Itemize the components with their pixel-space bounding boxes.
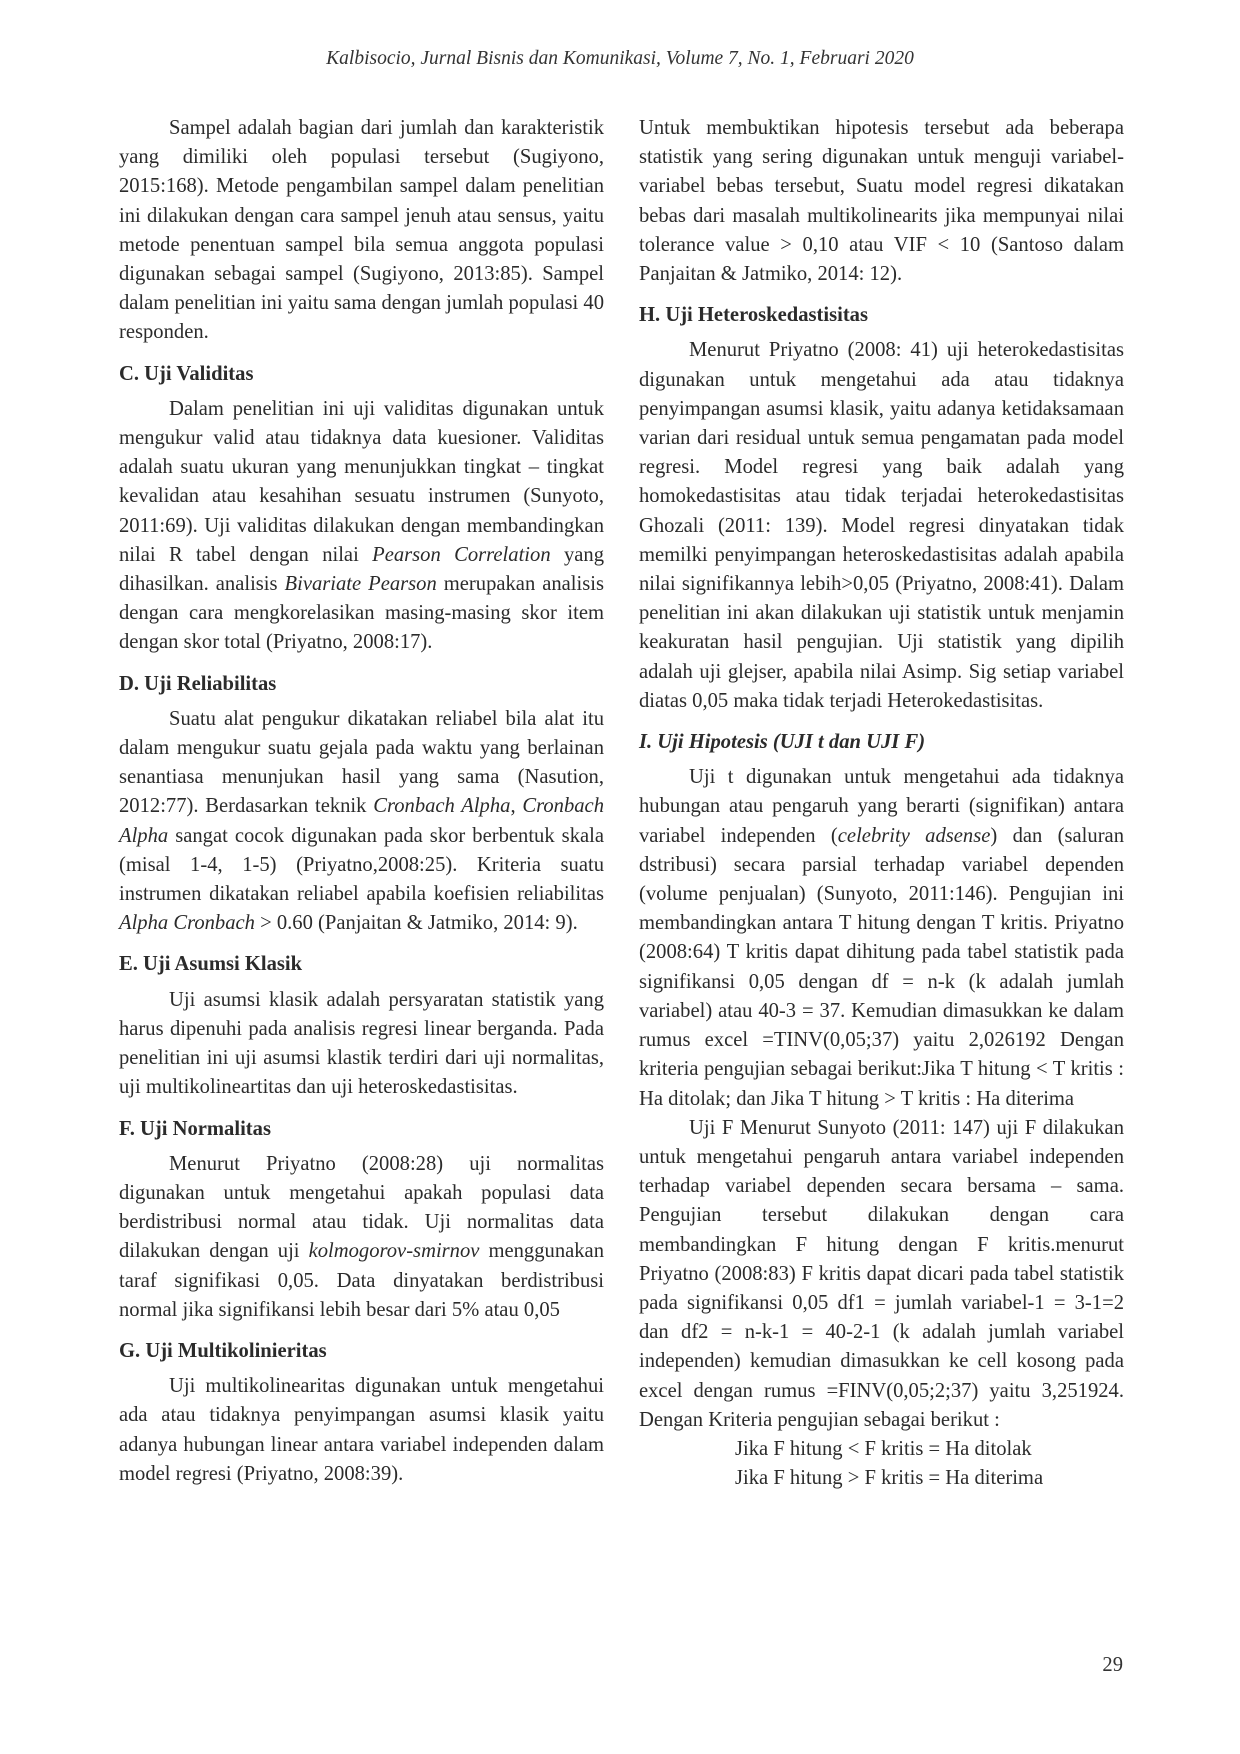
paragraph-multikolinieritas-continued: Untuk membuktikan hipotesis tersebut ada beberapa statistik yang sering digunakan untuk menguji variabel-variabel bebas tersebut, Suatu model regresi dikatakan bebas dari masalah multikolinearits jika mempunyai nilai tolerance value > 0,10 atau VIF < 10 (Santoso dalam Panjaitan & Jatmiko, 2014: 12). xyxy=(639,117,1124,286)
running-header: Kalbisocio, Jurnal Bisnis dan Komunikasi, Volume 7, No. 1, Februari 2020 xyxy=(326,48,914,69)
f-test-criteria xyxy=(639,1435,1124,1493)
right-column xyxy=(639,114,1124,1493)
paragraph-uji-f: Uji F Menurut Sunyoto (2011: 147) uji F dilakukan untuk mengetahui pengaruh antara variabel independen terhadap variabel dependen secara bersama – sama. Pengujian tersebut dilakukan dengan cara membandingkan F hitung dengan F kritis.menurut Priyatno (2008:83) F kritis dapat dicari pada tabel statistik pada signifikansi 0,05 df1 = jumlah variabel-1 = 3-1=2 dan df2 = n-k-1 = 40-2-1 (k adalah jumlah variabel independen) kemudian dimasukkan ke cell kosong pada excel dengan rumus =FINV(0,05;2;37) yaitu 3,251924. Dengan Kriteria pengujian sebagai berikut : xyxy=(639,1116,1124,1431)
heading-uji-heteroskedastisitas: H. Uji Heteroskedastisitas xyxy=(639,304,868,327)
page-number: 29 xyxy=(1102,1654,1123,1676)
paragraph-sampel: Sampel adalah bagian dari jumlah dan karakteristik yang dimiliki oleh populasi tersebut (Sugiyono, 2015:168). Metode pengambilan sampel dalam penelitian ini dilakukan dengan cara sampel jenuh atau sensus, yaitu metode penentuan sampel bila semua anggota populasi digunakan sebagai sampel (Sugiyono, 2013:85). Sampel dalam penelitian ini yaitu sama dengan jumlah populasi 40 responden. xyxy=(119,117,604,344)
heading-uji-multikolinieritas: G. Uji Multikolinieritas xyxy=(119,1339,327,1362)
heading-uji-hipotesis: I. Uji Hipotesis (UJI t dan UJI F) xyxy=(639,731,926,754)
paragraph-uji-t: Uji t digunakan untuk mengetahui ada tidaknya hubungan atau pengaruh yang berarti (signifikan) antara variabel independen (celebrity adsense) dan (saluran dstribusi) secara parsial terhadap variabel dependen (volume penjualan) (Sunyoto, 2011:146). Pengujian ini membandingkan antara T hitung dengan T kritis. Priyatno (2008:64) T kritis dapat dihitung pada tabel statistik pada signifikansi 0,05 dengan df = n-k (k adalah jumlah variabel) atau 40-3 = 37. Kemudian dimasukkan ke dalam rumus excel =TINV(0,05;37) yaitu 2,026192 Dengan kriteria pengujian sebagai berikut:Jika T hitung < T kritis : Ha ditolak; dan Jika T hitung > T kritis : Ha diterima xyxy=(639,766,1124,1110)
paragraph-uji-multikolinieritas: Uji multikolinearitas digunakan untuk mengetahui ada atau tidaknya penyimpangan asumsi klasik yaitu adanya hubungan linear antara variabel independen dalam model regresi (Priyatno, 2008:39). xyxy=(119,1375,604,1485)
heading-uji-asumsi-klasik: E. Uji Asumsi Klasik xyxy=(119,953,303,976)
paragraph-uji-normalitas: Menurut Priyatno (2008:28) uji normalitas digunakan untuk mengetahui apakah populasi data berdistribusi normal atau tidak. Uji normalitas data dilakukan dengan uji kolmogorov-smirnov menggunakan taraf signifikasi 0,05. Data dinyatakan berdistribusi normal jika signifikansi lebih besar dari 5% atau 0,05 xyxy=(119,1152,604,1321)
heading-uji-normalitas: F. Uji Normalitas xyxy=(119,1117,271,1140)
paragraph-uji-validitas: Dalam penelitian ini uji validitas digunakan untuk mengukur valid atau tidaknya data kuesioner. Validitas adalah suatu ukuran yang menunjukkan tingkat – tingkat kevalidan atau kesahihan sesuatu instrumen (Sunyoto, 2011:69). Uji validitas dilakukan dengan membandingkan nilai R tabel dengan nilai Pearson Correlation yang dihasilkan. analisis Bivariate Pearson merupakan analisis dengan cara mengkorelasikan masing-masing skor item dengan skor total (Priyatno, 2008:17). xyxy=(119,397,604,654)
criteria-reject: Jika F hitung < F kritis = Ha ditolak xyxy=(735,1437,1032,1460)
criteria-accept: Jika F hitung > F kritis = Ha diterima xyxy=(735,1467,1044,1490)
paragraph-uji-asumsi-klasik: Uji asumsi klasik adalah persyaratan statistik yang harus dipenuhi pada analisis regresi linear berganda. Pada penelitian ini uji asumsi klastik terdiri dari uji normalitas, uji multikolineartitas dan uji heteroskedastisitas. xyxy=(119,988,604,1099)
paragraph-uji-reliabilitas: Suatu alat pengukur dikatakan reliabel bila alat itu dalam mengukur suatu gejala pada waktu yang berlainan senantiasa menunjukan hasil yang sama (Nasution, 2012:77). Berdasarkan teknik Cronbach Alpha, Cronbach Alpha sangat cocok digunakan pada skor berbentuk skala (misal 1-4, 1-5) (Priyatno,2008:25). Kriteria suatu instrumen dikatakan reliabel apabila koefisien reliabilitas Alpha Cronbach > 0.60 (Panjaitan & Jatmiko, 2014: 9). xyxy=(119,707,604,935)
left-column xyxy=(119,114,604,1489)
heading-uji-reliabilitas: D. Uji Reliabilitas xyxy=(119,672,277,695)
heading-uji-validitas: C. Uji Validitas xyxy=(119,362,254,385)
paragraph-uji-heteroskedastisitas: Menurut Priyatno (2008: 41) uji heterokedastisitas digunakan untuk mengetahui ada atau tidaknya penyimpangan asumsi klasik, yaitu adanya ketidaksamaan varian dari residual untuk semua pengamatan pada model regresi. Model regresi yang baik adalah yang homokedastisitas atau tidak terjadai heterokedastisitas Ghozali (2011: 139). Model regresi dinyatakan tidak memilki penyimpangan heteroskedastisitas adalah apabila nilai signifikannya lebih>0,05 (Priyatno, 2008:41). Dalam penelitian ini akan dilakukan uji statistik untuk menjamin keakuratan hasil pengujian. Uji statistik yang dipilih adalah uji glejser, apabila nilai Asimp. Sig setiap variabel diatas 0,05 maka tidak terjadi Heterokedastisitas. xyxy=(639,339,1124,712)
